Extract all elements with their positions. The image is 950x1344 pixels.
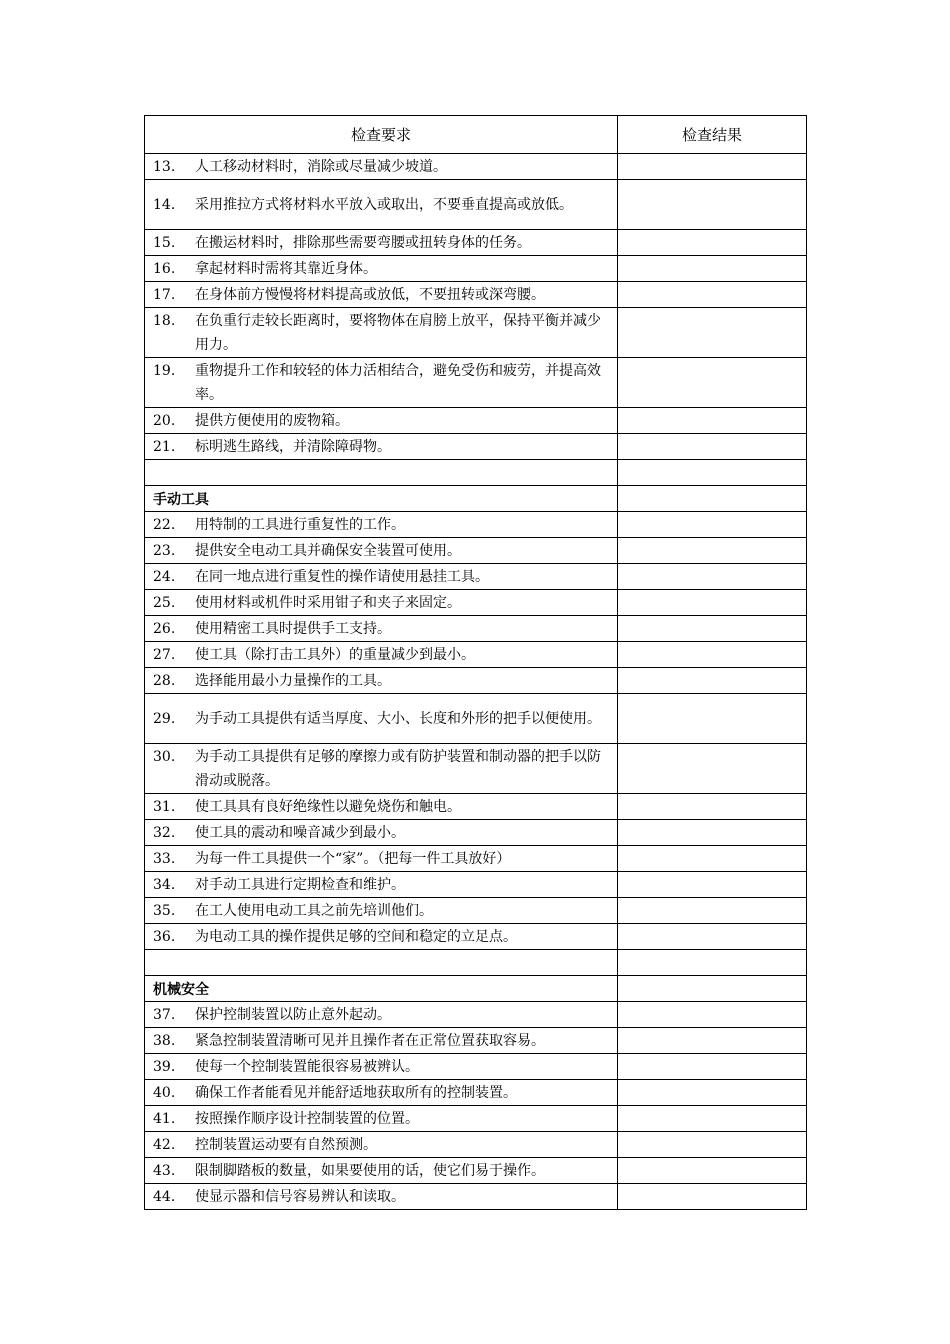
requirement-item bbox=[145, 193, 617, 217]
requirement-cell bbox=[145, 898, 618, 924]
item-number: 44. bbox=[153, 1188, 176, 1205]
item-number: 22. bbox=[153, 516, 176, 533]
result-cell[interactable] bbox=[618, 1002, 807, 1028]
result-cell[interactable] bbox=[618, 1184, 807, 1210]
result-cell[interactable] bbox=[618, 846, 807, 872]
item-number: 18. bbox=[153, 312, 176, 329]
checklist-table bbox=[144, 115, 807, 1210]
item-text: 在负重行走较长距离时，要将物体在肩膀上放平，保持平衡并减少用力。 bbox=[195, 312, 601, 353]
item-text: 为每一件工具提供一个“家”。（把每一件工具放好） bbox=[195, 850, 511, 867]
table-row bbox=[145, 1106, 807, 1132]
item-text: 确保工作者能看见并能舒适地获取所有的控制装置。 bbox=[195, 1084, 517, 1101]
requirement-cell bbox=[145, 616, 618, 642]
table-row bbox=[145, 1080, 807, 1106]
item-text: 使用精密工具时提供手工支持。 bbox=[195, 620, 391, 637]
result-cell[interactable] bbox=[618, 642, 807, 668]
requirement-cell bbox=[145, 256, 618, 282]
requirement-cell bbox=[145, 1132, 618, 1158]
item-number: 25. bbox=[153, 594, 176, 611]
requirement-item bbox=[145, 539, 617, 563]
item-text: 在搬运材料时，排除那些需要弯腰或扭转身体的任务。 bbox=[195, 234, 531, 251]
item-number: 26. bbox=[153, 620, 176, 637]
result-cell[interactable] bbox=[618, 924, 807, 950]
result-cell[interactable] bbox=[618, 154, 807, 180]
item-number: 40. bbox=[153, 1084, 176, 1101]
requirement-item bbox=[145, 565, 617, 589]
requirement-item bbox=[145, 513, 617, 537]
item-number: 39. bbox=[153, 1058, 176, 1075]
requirement-item bbox=[145, 257, 617, 281]
table-row bbox=[145, 1132, 807, 1158]
item-number: 13. bbox=[153, 158, 176, 175]
item-text: 使工具具有良好绝缘性以避免烧伤和触电。 bbox=[195, 798, 461, 815]
item-number: 17. bbox=[153, 286, 176, 303]
result-cell[interactable] bbox=[618, 282, 807, 308]
table-row bbox=[145, 642, 807, 668]
requirement-cell bbox=[145, 1106, 618, 1132]
item-text: 紧急控制装置清晰可见并且操作者在正常位置获取容易。 bbox=[195, 1032, 545, 1049]
requirement-item bbox=[145, 435, 617, 459]
requirement-cell bbox=[145, 1028, 618, 1054]
requirement-item bbox=[145, 1185, 617, 1209]
table-row bbox=[145, 180, 807, 230]
requirement-cell bbox=[145, 694, 618, 744]
requirement-item bbox=[145, 231, 617, 255]
result-cell[interactable] bbox=[618, 950, 807, 976]
item-number: 41. bbox=[153, 1110, 176, 1127]
item-number: 28. bbox=[153, 672, 176, 689]
table-row bbox=[145, 308, 807, 358]
requirement-cell bbox=[145, 1158, 618, 1184]
item-text: 使显示器和信号容易辨认和读取。 bbox=[195, 1188, 405, 1205]
result-cell[interactable] bbox=[618, 898, 807, 924]
requirement-item bbox=[145, 925, 617, 949]
table-row bbox=[145, 230, 807, 256]
requirement-item bbox=[145, 1107, 617, 1131]
section-heading bbox=[145, 976, 618, 1002]
table-row bbox=[145, 794, 807, 820]
requirement-item bbox=[145, 643, 617, 667]
item-number: 32. bbox=[153, 824, 176, 841]
item-number: 16. bbox=[153, 260, 176, 277]
item-text: 重物提升工作和较轻的体力活相结合，避免受伤和疲劳，并提高效率。 bbox=[195, 362, 601, 403]
item-number: 23. bbox=[153, 542, 176, 559]
result-cell[interactable] bbox=[618, 872, 807, 898]
requirement-cell bbox=[145, 1080, 618, 1106]
requirement-cell bbox=[145, 872, 618, 898]
requirement-item bbox=[145, 1055, 617, 1079]
item-number: 43. bbox=[153, 1162, 176, 1179]
result-cell[interactable] bbox=[618, 358, 807, 408]
requirement-item bbox=[145, 847, 617, 871]
table-row bbox=[145, 590, 807, 616]
requirement-cell bbox=[145, 512, 618, 538]
table-row bbox=[145, 898, 807, 924]
item-number: 42. bbox=[153, 1136, 176, 1153]
table-row bbox=[145, 282, 807, 308]
item-number: 24. bbox=[153, 568, 176, 585]
result-cell[interactable] bbox=[618, 1132, 807, 1158]
item-number: 15. bbox=[153, 234, 176, 251]
section-label: 机械安全 bbox=[153, 981, 209, 998]
item-text: 使每一个控制装置能很容易被辨认。 bbox=[195, 1058, 419, 1075]
requirement-cell bbox=[145, 846, 618, 872]
item-text: 使工具（除打击工具外）的重量减少到最小。 bbox=[195, 646, 475, 663]
result-cell[interactable] bbox=[618, 1054, 807, 1080]
requirement-item bbox=[145, 1081, 617, 1105]
requirement-item bbox=[145, 821, 617, 845]
empty-cell bbox=[145, 950, 618, 976]
item-number: 19. bbox=[153, 362, 176, 379]
item-number: 36. bbox=[153, 928, 176, 945]
result-cell[interactable] bbox=[618, 616, 807, 642]
checklist-body bbox=[145, 154, 807, 1210]
table-row bbox=[145, 744, 807, 794]
requirement-item bbox=[145, 1159, 617, 1183]
result-cell[interactable] bbox=[618, 1028, 807, 1054]
item-text: 在同一地点进行重复性的操作请使用悬挂工具。 bbox=[195, 568, 489, 585]
requirement-cell bbox=[145, 1054, 618, 1080]
empty-cell bbox=[145, 460, 618, 486]
table-row bbox=[145, 358, 807, 408]
requirement-item bbox=[145, 669, 617, 693]
requirement-item bbox=[145, 899, 617, 923]
requirement-item bbox=[145, 409, 617, 433]
result-cell[interactable] bbox=[618, 1106, 807, 1132]
item-text: 使用材料或机件时采用钳子和夹子来固定。 bbox=[195, 594, 461, 611]
table-row bbox=[145, 694, 807, 744]
requirement-cell bbox=[145, 794, 618, 820]
requirement-cell bbox=[145, 744, 618, 794]
table-row bbox=[145, 872, 807, 898]
section-heading bbox=[145, 486, 618, 512]
result-cell[interactable] bbox=[618, 512, 807, 538]
table-row bbox=[145, 1158, 807, 1184]
item-text: 保护控制装置以防止意外起动。 bbox=[195, 1006, 391, 1023]
requirement-cell bbox=[145, 1002, 618, 1028]
requirement-cell bbox=[145, 408, 618, 434]
table-row bbox=[145, 1184, 807, 1210]
requirement-cell bbox=[145, 538, 618, 564]
item-number: 35. bbox=[153, 902, 176, 919]
item-text: 提供安全电动工具并确保安全装置可使用。 bbox=[195, 542, 461, 559]
requirement-cell bbox=[145, 358, 618, 408]
item-text: 用特制的工具进行重复性的工作。 bbox=[195, 516, 405, 533]
table-row bbox=[145, 1002, 807, 1028]
item-text: 拿起材料时需将其靠近身体。 bbox=[195, 260, 377, 277]
requirement-item bbox=[145, 617, 617, 641]
requirement-cell bbox=[145, 668, 618, 694]
item-number: 14. bbox=[153, 196, 176, 213]
item-text: 为电动工具的操作提供足够的空间和稳定的立足点。 bbox=[195, 928, 517, 945]
table-row bbox=[145, 1054, 807, 1080]
result-cell[interactable] bbox=[618, 408, 807, 434]
item-number: 21. bbox=[153, 438, 176, 455]
table-row bbox=[145, 512, 807, 538]
requirement-cell bbox=[145, 154, 618, 180]
result-cell[interactable] bbox=[618, 694, 807, 744]
item-number: 29. bbox=[153, 710, 176, 727]
table-row bbox=[145, 616, 807, 642]
requirement-item bbox=[145, 359, 617, 407]
table-row bbox=[145, 668, 807, 694]
item-number: 30. bbox=[153, 748, 176, 765]
item-text: 对手动工具进行定期检查和维护。 bbox=[195, 876, 405, 893]
requirement-item bbox=[145, 309, 617, 357]
result-cell[interactable] bbox=[618, 230, 807, 256]
item-number: 20. bbox=[153, 412, 176, 429]
result-cell[interactable] bbox=[618, 744, 807, 794]
result-cell[interactable] bbox=[618, 1158, 807, 1184]
item-text: 为手动工具提供有适当厚度、大小、长度和外形的把手以便使用。 bbox=[195, 710, 601, 727]
section-label: 手动工具 bbox=[153, 491, 209, 508]
requirement-item bbox=[145, 745, 617, 793]
table-row bbox=[145, 538, 807, 564]
requirement-cell bbox=[145, 1184, 618, 1210]
item-number: 27. bbox=[153, 646, 176, 663]
result-cell[interactable] bbox=[618, 976, 807, 1002]
section-row bbox=[145, 486, 807, 512]
requirement-cell bbox=[145, 590, 618, 616]
result-cell[interactable] bbox=[618, 1080, 807, 1106]
requirement-item bbox=[145, 1133, 617, 1157]
requirement-item bbox=[145, 1003, 617, 1027]
header-requirement: 检查要求 bbox=[145, 116, 618, 154]
item-number: 31. bbox=[153, 798, 176, 815]
item-number: 37. bbox=[153, 1006, 176, 1023]
requirement-cell bbox=[145, 230, 618, 256]
requirement-item bbox=[145, 155, 617, 179]
table-row bbox=[145, 924, 807, 950]
table-row bbox=[145, 408, 807, 434]
requirement-cell bbox=[145, 434, 618, 460]
item-text: 为手动工具提供有足够的摩擦力或有防护装置和制动器的把手以防滑动或脱落。 bbox=[195, 748, 601, 789]
requirement-cell bbox=[145, 308, 618, 358]
result-cell[interactable] bbox=[618, 308, 807, 358]
requirement-cell bbox=[145, 820, 618, 846]
table-row bbox=[145, 820, 807, 846]
table-row bbox=[145, 256, 807, 282]
item-number: 34. bbox=[153, 876, 176, 893]
table-row bbox=[145, 1028, 807, 1054]
table-row bbox=[145, 154, 807, 180]
result-cell[interactable] bbox=[618, 180, 807, 230]
result-cell[interactable] bbox=[618, 538, 807, 564]
item-text: 限制脚踏板的数量，如果要使用的话，使它们易于操作。 bbox=[195, 1162, 545, 1179]
result-cell[interactable] bbox=[618, 460, 807, 486]
requirement-cell bbox=[145, 924, 618, 950]
requirement-item bbox=[145, 707, 617, 731]
table-header-row bbox=[145, 116, 807, 154]
item-text: 在工人使用电动工具之前先培训他们。 bbox=[195, 902, 433, 919]
result-cell[interactable] bbox=[618, 590, 807, 616]
result-cell[interactable] bbox=[618, 564, 807, 590]
result-cell[interactable] bbox=[618, 794, 807, 820]
result-cell[interactable] bbox=[618, 820, 807, 846]
empty-row bbox=[145, 460, 807, 486]
item-text: 控制装置运动要有自然预测。 bbox=[195, 1136, 377, 1153]
requirement-item bbox=[145, 1029, 617, 1053]
item-text: 采用推拉方式将材料水平放入或取出，不要垂直提高或放低。 bbox=[195, 196, 573, 213]
requirement-cell bbox=[145, 180, 618, 230]
table-row bbox=[145, 434, 807, 460]
item-text: 标明逃生路线，并清除障碍物。 bbox=[195, 438, 391, 455]
item-text: 人工移动材料时，消除或尽量减少坡道。 bbox=[195, 158, 447, 175]
item-text: 使工具的震动和噪音减少到最小。 bbox=[195, 824, 405, 841]
item-text: 按照操作顺序设计控制装置的位置。 bbox=[195, 1110, 419, 1127]
requirement-cell bbox=[145, 282, 618, 308]
result-cell[interactable] bbox=[618, 486, 807, 512]
requirement-cell bbox=[145, 642, 618, 668]
requirement-item bbox=[145, 283, 617, 307]
item-text: 选择能用最小力量操作的工具。 bbox=[195, 672, 391, 689]
result-cell[interactable] bbox=[618, 434, 807, 460]
empty-row bbox=[145, 950, 807, 976]
section-row bbox=[145, 976, 807, 1002]
requirement-item bbox=[145, 795, 617, 819]
requirement-item bbox=[145, 591, 617, 615]
item-number: 33. bbox=[153, 850, 176, 867]
requirement-cell bbox=[145, 564, 618, 590]
header-result: 检查结果 bbox=[618, 116, 807, 154]
item-text: 在身体前方慢慢将材料提高或放低，不要扭转或深弯腰。 bbox=[195, 286, 545, 303]
requirement-item bbox=[145, 873, 617, 897]
result-cell[interactable] bbox=[618, 668, 807, 694]
item-number: 38. bbox=[153, 1032, 176, 1049]
result-cell[interactable] bbox=[618, 256, 807, 282]
table-row bbox=[145, 564, 807, 590]
table-row bbox=[145, 846, 807, 872]
item-text: 提供方便使用的废物箱。 bbox=[195, 412, 349, 429]
